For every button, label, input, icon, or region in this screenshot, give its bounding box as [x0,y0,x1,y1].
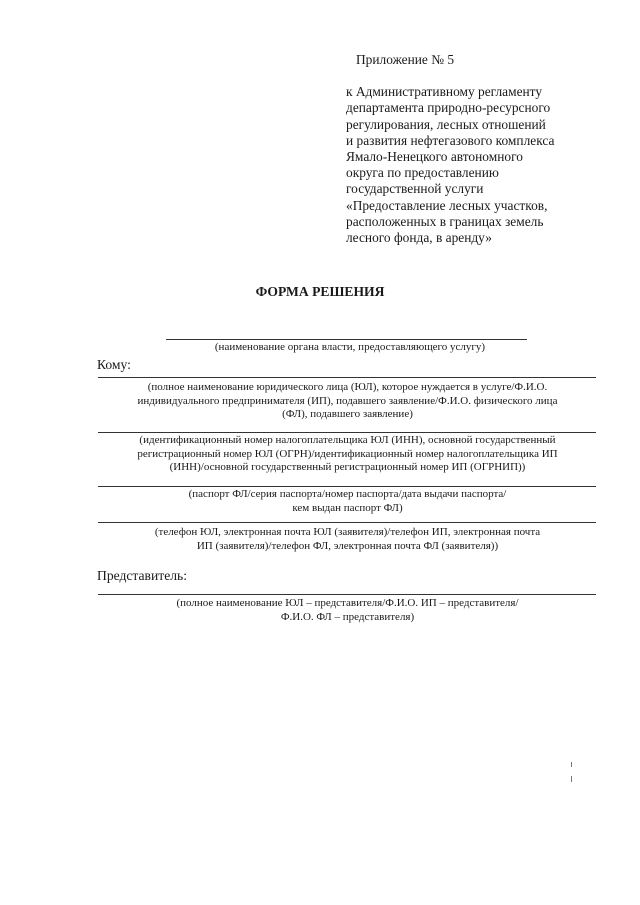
representative-caption [95,597,600,624]
caption-line: (ФЛ), подавшего заявление) [282,408,413,421]
caption-line: (телефон ЮЛ, электронная почта ЮЛ (заявителя)/телефон ИП, электронная почта [154,526,541,538]
appendix-line: департамента природно-ресурсного [346,100,551,116]
appendix-header [346,52,616,246]
authority-caption [100,341,600,355]
representative-fill-line [98,594,596,595]
contacts-fill-line [98,522,596,523]
appendix-line: регулирования, лесных отношений [346,116,546,132]
appendix-line: к Административному регламенту [346,84,543,100]
caption-line: (паспорт ФЛ/серия паспорта/номер паспорта/дата выдачи паспорта/ [188,488,507,500]
contacts-caption [95,526,600,553]
passport-fill-line [98,486,596,487]
form-title: ФОРМА РЕШЕНИЯ [255,284,385,299]
scan-artifact-mark [571,762,572,767]
appendix-line: и развития нефтегазового комплекса [346,132,555,148]
caption-line: ИП (заявителя)/телефон ФЛ, электронная почта ФЛ (заявителя)) [196,539,499,552]
passport-caption [95,488,600,515]
to-label: Кому: [97,357,131,372]
representative-label: Представитель: [97,568,187,583]
caption-line: (наименование органа власти, предоставляющего услугу) [214,341,486,353]
caption-line: кем выдан паспорт ФЛ) [292,501,403,514]
caption-line: (ИНН)/основной государственный регистрационный номер ИП (ОГРНИП)) [169,461,526,474]
appendix-line: Ямало-Ненецкого автономного [346,149,523,165]
appendix-line: округа по предоставлению [346,165,499,181]
appendix-line: «Предоставление лесных участков, [346,197,548,213]
applicant-name-caption [95,381,600,422]
applicant-name-fill-line [98,377,596,378]
appendix-title: Приложение № 5 [356,52,455,67]
appendix-line: расположенных в границах земель [346,213,544,229]
appendix-line: лесного фонда, в аренду» [346,230,492,246]
caption-line: (полное наименование юридического лица (ЮЛ), которое нуждается в услуге/Ф.И.О. [147,381,548,393]
scan-artifact-mark [571,776,572,782]
caption-line: регистрационный номер ЮЛ (ОГРН)/идентификационный номер налогоплательщика ИП [137,447,558,460]
appendix-line: государственной услуги [346,181,484,197]
caption-line: Ф.И.О. ФЛ – представителя) [280,610,415,623]
applicant-ids-caption [95,434,600,475]
caption-line: индивидуального предпринимателя (ИП), подавшего заявление/Ф.И.О. физического лица [137,394,558,407]
applicant-ids-fill-line [98,432,596,433]
caption-line: (идентификационный номер налогоплательщика ЮЛ (ИНН), основной государственный [139,434,556,446]
caption-line: (полное наименование ЮЛ – представителя/Ф.И.О. ИП – представителя/ [176,597,519,609]
authority-fill-line [166,339,527,340]
